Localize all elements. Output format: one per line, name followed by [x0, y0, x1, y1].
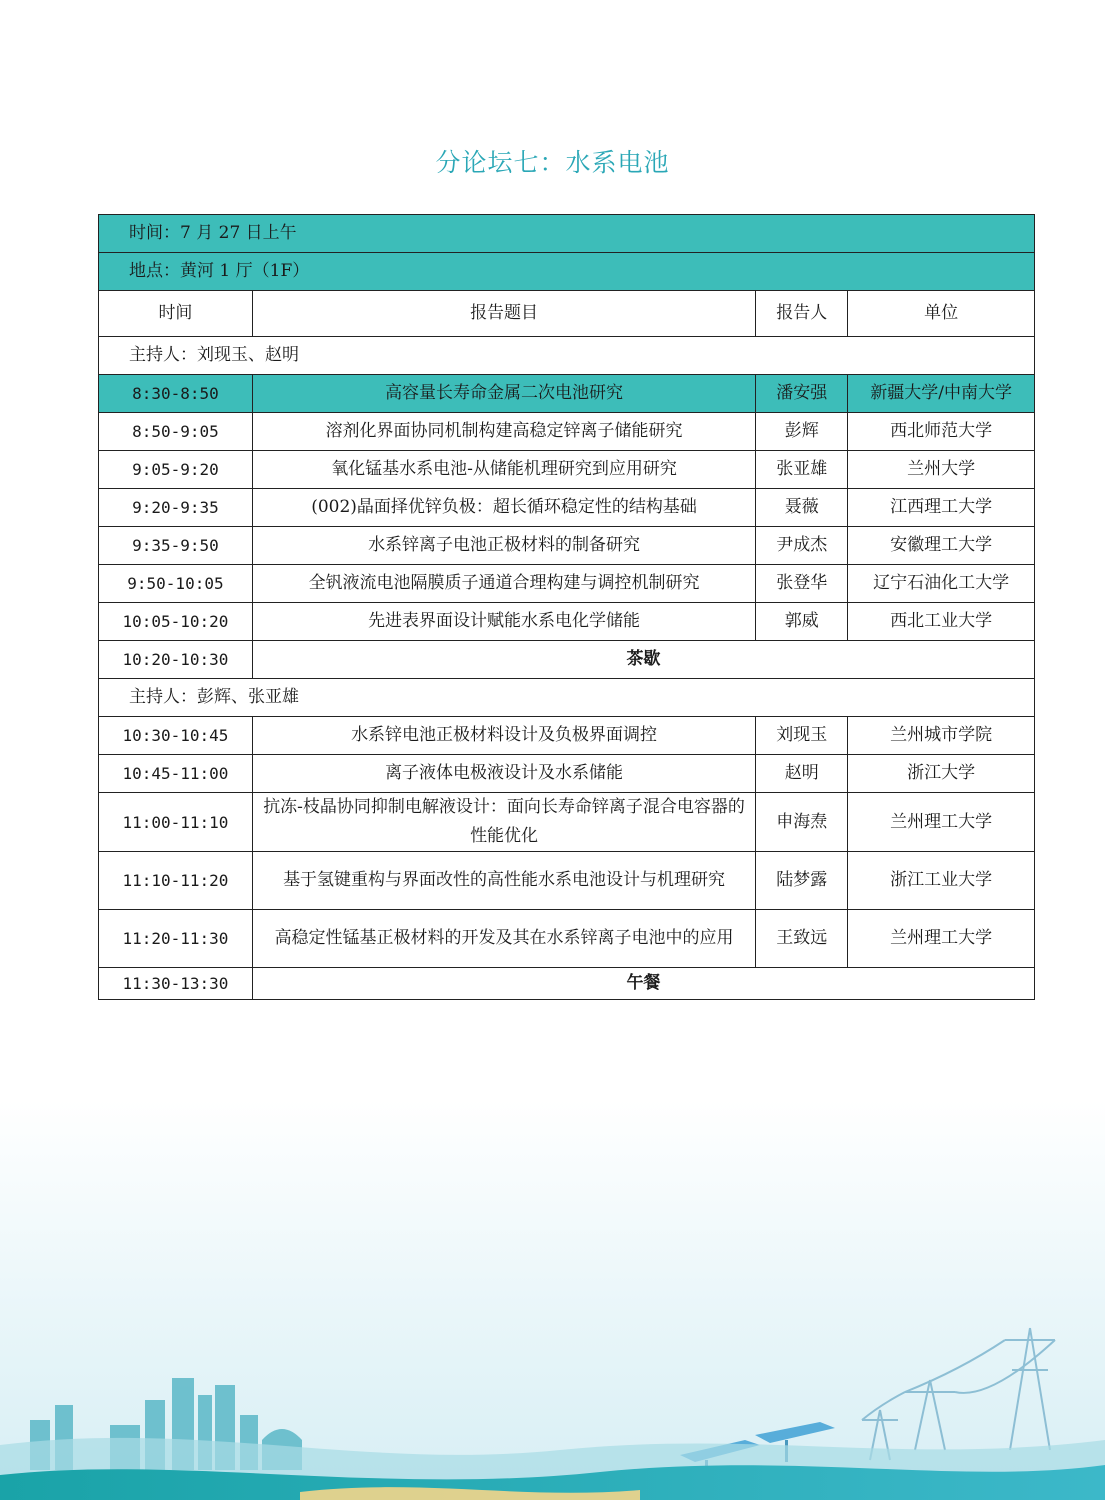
table-row: [99, 603, 1035, 641]
break-row: [99, 968, 1035, 1000]
row-speaker: 郭威: [756, 603, 848, 641]
table-row: [99, 451, 1035, 489]
table-row: [99, 717, 1035, 755]
row-topic: 基于氢键重构与界面改性的高性能水系电池设计与机理研究: [252, 852, 755, 910]
row-time: 9:05-9:20: [99, 451, 253, 489]
table-row: [99, 852, 1035, 910]
row-time: 9:20-9:35: [99, 489, 253, 527]
row-topic: 高稳定性锰基正极材料的开发及其在水系锌离子电池中的应用: [252, 910, 755, 968]
table-row: [99, 489, 1035, 527]
row-speaker: 彭辉: [756, 413, 848, 451]
decorative-background: [0, 1100, 1105, 1500]
table-row: [99, 793, 1035, 852]
row-time: 11:10-11:20: [99, 852, 253, 910]
row-time: 8:50-9:05: [99, 413, 253, 451]
row-time: 10:45-11:00: [99, 755, 253, 793]
row-topic: 先进表界面设计赋能水系电化学储能: [252, 603, 755, 641]
header-unit: 单位: [848, 291, 1035, 337]
header-row: [99, 291, 1035, 337]
break-time: 11:30-13:30: [99, 968, 253, 1000]
row-unit: 江西理工大学: [848, 489, 1035, 527]
row-unit: 新疆大学/中南大学: [848, 375, 1035, 413]
break-time: 10:20-10:30: [99, 641, 253, 679]
page-title: 分论坛七：水系电池: [435, 148, 670, 177]
header-topic: 报告题目: [252, 291, 755, 337]
schedule-table: [98, 214, 1035, 1000]
row-topic: 全钒液流电池隔膜质子通道合理构建与调控机制研究: [252, 565, 755, 603]
place-info: 地点：黄河 1 厅（1F）: [99, 253, 1035, 291]
row-unit: 兰州理工大学: [848, 910, 1035, 968]
table-row: [99, 565, 1035, 603]
row-unit: 辽宁石油化工大学: [848, 565, 1035, 603]
row-unit: 兰州理工大学: [848, 793, 1035, 852]
row-time: 11:20-11:30: [99, 910, 253, 968]
table-row: [99, 375, 1035, 413]
row-unit: 浙江工业大学: [848, 852, 1035, 910]
row-topic: 水系锌电池正极材料设计及负极界面调控: [252, 717, 755, 755]
host-row: [99, 679, 1035, 717]
table-row: [99, 755, 1035, 793]
table-row: [99, 527, 1035, 565]
row-time: 8:30-8:50: [99, 375, 253, 413]
row-time: 9:35-9:50: [99, 527, 253, 565]
time-info-row: [99, 215, 1035, 253]
row-speaker: 聂薇: [756, 489, 848, 527]
row-speaker: 张亚雄: [756, 451, 848, 489]
time-info: 时间：7 月 27 日上午: [99, 215, 1035, 253]
row-speaker: 王致远: [756, 910, 848, 968]
row-speaker: 申海焘: [756, 793, 848, 852]
row-topic: 氧化锰基水系电池-从储能机理研究到应用研究: [252, 451, 755, 489]
row-topic: 水系锌离子电池正极材料的制备研究: [252, 527, 755, 565]
row-time: 10:05-10:20: [99, 603, 253, 641]
row-unit: 兰州大学: [848, 451, 1035, 489]
table-row: [99, 910, 1035, 968]
row-unit: 兰州城市学院: [848, 717, 1035, 755]
row-speaker: 潘安强: [756, 375, 848, 413]
row-speaker: 赵明: [756, 755, 848, 793]
row-unit: 西北师范大学: [848, 413, 1035, 451]
break-label: 茶歇: [252, 641, 1034, 679]
break-label: 午餐: [252, 968, 1034, 1000]
row-time: 10:30-10:45: [99, 717, 253, 755]
row-time: 11:00-11:10: [99, 793, 253, 852]
host-label: 主持人：刘现玉、赵明: [99, 337, 1035, 375]
row-unit: 西北工业大学: [848, 603, 1035, 641]
row-topic: 溶剂化界面协同机制构建高稳定锌离子储能研究: [252, 413, 755, 451]
row-topic: 高容量长寿命金属二次电池研究: [252, 375, 755, 413]
row-speaker: 张登华: [756, 565, 848, 603]
break-row: [99, 641, 1035, 679]
header-speaker: 报告人: [756, 291, 848, 337]
row-topic: 离子液体电极液设计及水系储能: [252, 755, 755, 793]
header-time: 时间: [99, 291, 253, 337]
row-speaker: 陆梦露: [756, 852, 848, 910]
row-unit: 浙江大学: [848, 755, 1035, 793]
row-topic: (002)晶面择优锌负极：超长循环稳定性的结构基础: [252, 489, 755, 527]
row-speaker: 刘现玉: [756, 717, 848, 755]
row-unit: 安徽理工大学: [848, 527, 1035, 565]
row-speaker: 尹成杰: [756, 527, 848, 565]
host-row: [99, 337, 1035, 375]
table-row: [99, 413, 1035, 451]
host-label: 主持人：彭辉、张亚雄: [99, 679, 1035, 717]
row-topic: 抗冻-枝晶协同抑制电解液设计：面向长寿命锌离子混合电容器的性能优化: [252, 793, 755, 852]
place-info-row: [99, 253, 1035, 291]
row-time: 9:50-10:05: [99, 565, 253, 603]
